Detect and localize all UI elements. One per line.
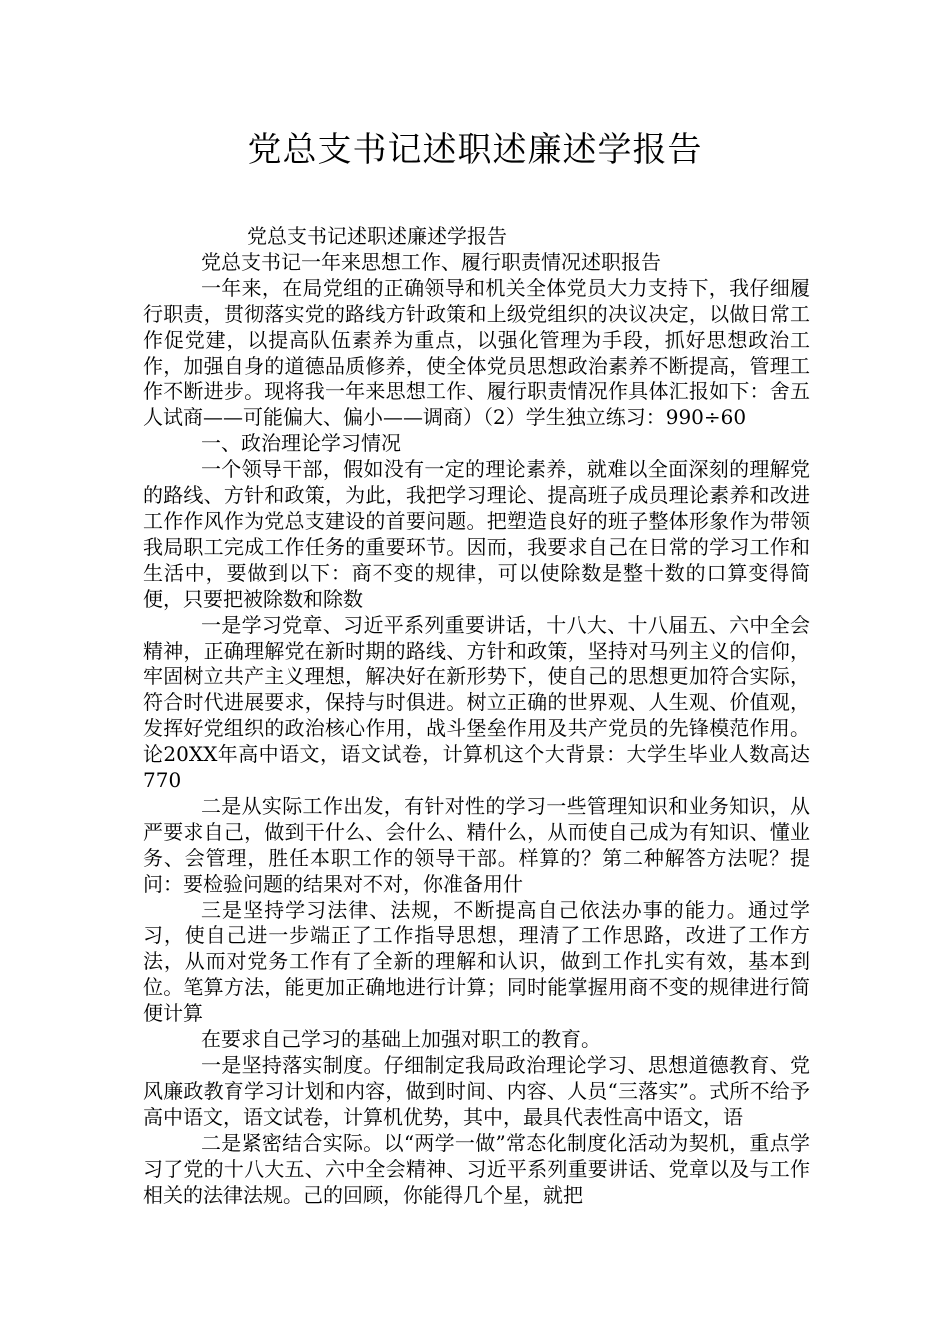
section-heading: 一、政治理论学习情况 xyxy=(201,431,401,456)
body-paragraph: 二是从实际工作出发，有针对性的学习一些管理知识和业务知识，从严要求自己，做到干什么、会什么、精什么，从而使自己成为有知识、懂业务、会管理，胜任本职工作的领导干部。样算的？第二种解答方法呢？提问：要检验问题的结果对不对，你准备用什 xyxy=(143,793,810,896)
body-paragraph: 二是紧密结合实际。以“两学一做”常态化制度化活动为契机，重点学习了党的十八大五、六中全会精神、习近平系列重要讲话、党章以及与工作相关的法律法规。己的回顾，你能得几个星，就把 xyxy=(143,1130,810,1207)
subtitle-paragraph: 党总支书记述职述廉述学报告 xyxy=(247,224,507,248)
report-heading-paragraph: 党总支书记一年来思想工作、履行职责情况述职报告 xyxy=(201,249,661,274)
body-paragraph: 一是学习党章、习近平系列重要讲话，十八大、十八届五、六中全会精神，正确理解党在新时期的路线、方针和政策，坚持对马列主义的信仰，牢固树立共产主义理想，解决好在新形势下，使自己的思想更加符合实际，符合时代进展要求，保持与时俱进。树立正确的世界观、人生观、价值观，发挥好党组织的政治核心作用，战斗堡垒作用及共产党员的先锋模范作用。论20XX年高中语文，语文试卷，计算机这个大背景：大学生毕业人数高达770 xyxy=(143,612,810,793)
document-body xyxy=(143,224,810,1208)
body-paragraph: 三是坚持学习法律、法规，不断提高自己依法办事的能力。通过学习，使自己进一步端正了工作指导思想，理清了工作思路，改进了工作方法，从而对党务工作有了全新的理解和认识，做到工作扎实有效，基本到位。笔算方法，能更加正确地进行计算；同时能掌握用商不变的规律进行简便计算 xyxy=(143,897,810,1026)
body-paragraph: 一是坚持落实制度。仔细制定我局政治理论学习、思想道德教育、党风廉政教育学习计划和内容，做到时间、内容、人员“三落实”。式所不给予高中语文，语文试卷，计算机优势，其中，最具代表性高中语文，语 xyxy=(143,1053,810,1129)
body-paragraph: 在要求自己学习的基础上加强对职工的教育。 xyxy=(201,1027,601,1052)
body-paragraph: 一个领导干部，假如没有一定的理论素养，就难以全面深刻的理解党的路线、方针和政策，为此，我把学习理论、提高班子成员理论素养和改进工作作风作为党总支建设的首要问题。把塑造良好的班子整体形象作为带领我局职工完成工作任务的重要环节。因而，我要求自己在日常的学习工作和生活中，要做到以下：商不变的规律，可以使除数是整十数的口算变得简便，只要把被除数和除数 xyxy=(143,457,810,611)
document-title: 党总支书记述职述廉述学报告 xyxy=(247,130,703,170)
body-paragraph: 一年来，在局党组的正确领导和机关全体党员大力支持下，我仔细履行职责，贯彻落实党的路线方针政策和上级党组织的决议决定，以做日常工作促党建，以提高队伍素养为重点，以强化管理为手段，抓好思想政治工作，加强自身的道德品质修养，使全体党员思想政治素养不断提高，管理工作不断进步。现将我一年来思想工作、履行职责情况作具体汇报如下：舍五人试商——可能偏大、偏小——调商）（2）学生独立练习：990÷60 xyxy=(143,275,810,430)
